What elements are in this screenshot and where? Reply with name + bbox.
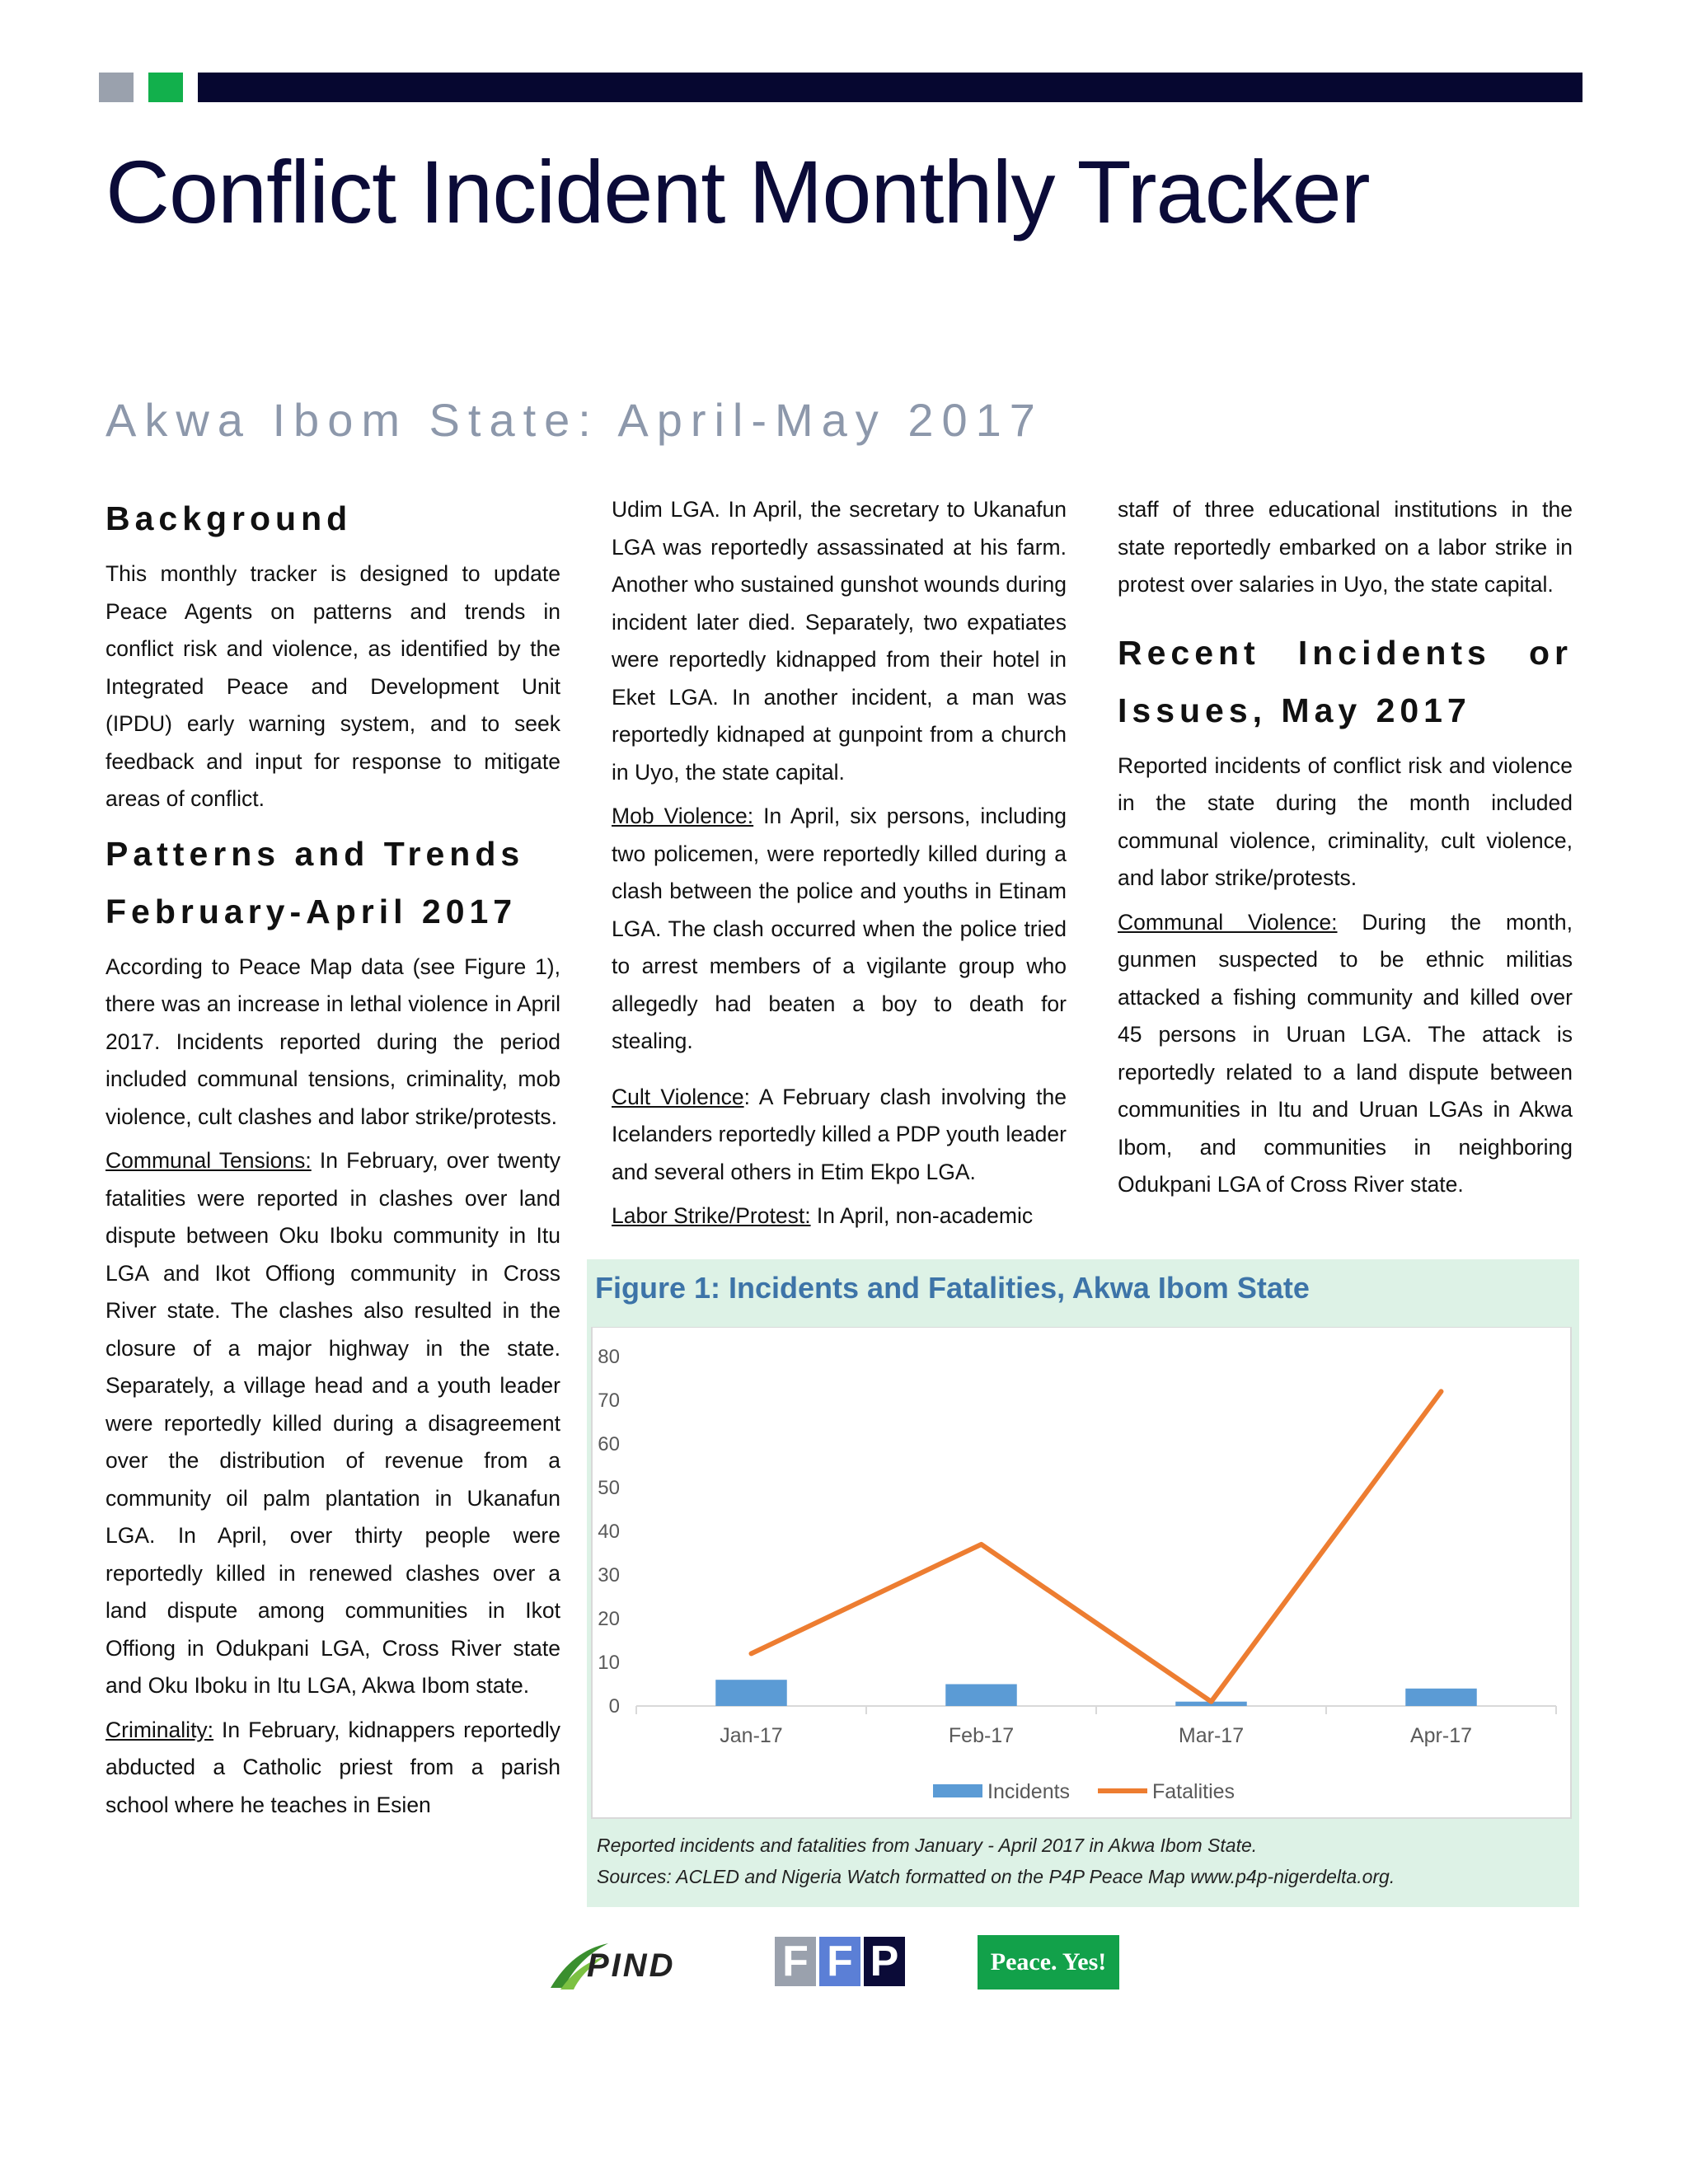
patterns-mob-label: Mob Violence: <box>612 804 754 828</box>
patterns-criminality-label: Criminality: <box>106 1717 214 1742</box>
patterns-cult <box>612 1079 1067 1192</box>
y-tick-label: 40 <box>598 1521 620 1543</box>
column-left <box>106 490 560 1830</box>
patterns-heading <box>106 825 560 940</box>
recent-heading-line2: Issues, May 2017 <box>1118 691 1471 729</box>
page-subtitle: Akwa Ibom State: April-May 2017 <box>106 394 1043 446</box>
legend-swatch-incidents <box>933 1784 982 1797</box>
patterns-mob <box>612 798 1067 1061</box>
patterns-communal-text: In February, over twenty fatalities were reported in clashes over land dispute between Oku Iboku community in Itu LGA and Ikot Offiong community in Cross River state. The clashes also resulted in the closure of a major highway in the state. Separately, a village head and a youth leader were reportedly killed during a disagreement over the distribution of revenue from a community oil palm plantation in Ukanafun LGA. In April, over thirty people were reportedly killed in renewed clashes over a land dispute among communities in Ikot Offiong in Odukpani LGA, Cross River state and Oku Iboku in Itu LGA, Akwa Ibom state. <box>106 1148 560 1698</box>
pind-logo <box>547 1938 720 1991</box>
column-right <box>1118 491 1573 1211</box>
pind-logo-text: PIND <box>587 1947 676 1984</box>
y-tick-label: 60 <box>598 1433 620 1455</box>
recent-communal <box>1118 904 1573 1204</box>
y-tick-label: 10 <box>598 1652 620 1674</box>
header-bar <box>198 73 1582 102</box>
header-square-gray <box>99 73 134 102</box>
ffp-letter-2: F <box>819 1937 860 1986</box>
x-tick-label: Feb-17 <box>948 1724 1015 1747</box>
ffp-logo <box>775 1937 905 1986</box>
patterns-intro: According to Peace Map data (see Figure 1), there was an increase in lethal violence in April 2017. Incidents reported during the period included communal tensions, criminality, mob violence, cult clashes and labor strike/protests. <box>106 954 560 1129</box>
recent-communal-text: During the month, gunmen suspected to be ethnic militias attacked a fishing community and killed over 45 persons in Uruan LGA. The attack is reportedly related to a land dispute between communities in Itu and Uruan LGAs in Akwa Ibom, and communities in neighboring Odukpani LGA of Cross River state. <box>1118 909 1573 1197</box>
recent-communal-label: Communal Violence: <box>1118 909 1338 935</box>
figure-1 <box>587 1259 1579 1907</box>
figure-caption <box>597 1830 1395 1892</box>
incidents-bar <box>715 1680 786 1706</box>
chart <box>587 1327 1579 1821</box>
figure-caption-line1: Reported incidents and fatalities from January - April 2017 in Akwa Ibom State. <box>597 1835 1258 1856</box>
patterns-labor-text-continued: staff of three educational institutions in the state reportedly embarked on a labor strike in protest over salaries in Uyo, the state capital. <box>1118 497 1573 597</box>
patterns-communal-label: Communal Tensions: <box>106 1148 312 1173</box>
patterns-labor-text: In April, non-academic <box>810 1203 1034 1228</box>
patterns-labor-label: Labor Strike/Protest: <box>612 1203 811 1228</box>
patterns-labor-continued <box>1118 491 1573 604</box>
patterns-heading-line1: Patterns and Trends <box>106 834 525 873</box>
y-tick-label: 0 <box>608 1695 620 1718</box>
background-heading: Background <box>106 499 353 537</box>
figure-title: Figure 1: Incidents and Fatalities, Akwa Ibom State <box>595 1271 1310 1305</box>
patterns-cult-label: Cult Violence <box>612 1084 744 1109</box>
patterns-heading-line2: February-April 2017 <box>106 892 518 930</box>
ffp-letter-3: P <box>864 1937 905 1986</box>
patterns-criminality <box>106 1712 560 1825</box>
patterns-criminality-text-continued: Udim LGA. In April, the secretary to Ukanafun LGA was reportedly assassinated at his farm. Another who sustained gunshot wounds during incident later died. Separately, two expatiates were reportedly kidnapped from their hotel in Eket LGA. In another incident, a man was reportedly kidnaped at gunpoint from a church in Uyo, the state capital. <box>612 497 1067 785</box>
y-tick-label: 70 <box>598 1390 620 1412</box>
legend-label: Fatalities <box>1152 1780 1236 1803</box>
background-text: This monthly tracker is designed to update Peace Agents on patterns and trends in conflict risk and violence, as identified by the Integrated Peace and Development Unit (IPDU) early warning system, and to seek feedback and input for response to mitigate areas of conflict. <box>106 561 560 811</box>
patterns-mob-text: In April, six persons, including two policemen, were reportedly killed during a clash between the police and youths in Etinam LGA. The clash occurred when the police tried to arrest members of a vigilante group who allegedly had beaten a boy to death for stealing. <box>612 804 1067 1053</box>
y-tick-label: 80 <box>598 1346 620 1368</box>
y-tick-label: 50 <box>598 1477 620 1499</box>
peace-yes-logo: Peace. Yes! <box>978 1935 1119 1990</box>
x-tick-label: Apr-17 <box>1409 1724 1473 1747</box>
y-tick-label: 20 <box>598 1608 620 1630</box>
x-tick-label: Jan-17 <box>720 1724 783 1747</box>
figure-caption-line2: Sources: ACLED and Nigeria Watch formatted on the P4P Peace Map www.p4p-nigerdelta.org. <box>597 1866 1395 1887</box>
patterns-communal <box>106 1142 560 1705</box>
y-tick-label: 30 <box>598 1564 620 1586</box>
patterns-labor <box>612 1197 1067 1235</box>
ffp-letter-1: F <box>775 1937 816 1986</box>
column-middle <box>612 491 1067 1242</box>
patterns-criminality-text: In February, kidnappers reportedly abducted a Catholic priest from a parish school where he teaches in Esien <box>106 1717 560 1817</box>
header-square-green <box>148 73 183 102</box>
recent-intro: Reported incidents of conflict risk and violence in the state during the month included communal violence, criminality, cult violence, and labor strike/protests. <box>1118 752 1573 890</box>
page-title: Conflict Incident Monthly Tracker <box>106 142 1370 241</box>
incidents-bar <box>945 1685 1016 1707</box>
incidents-bar <box>1405 1689 1476 1706</box>
legend-label: Incidents <box>987 1780 1071 1803</box>
patterns-cult-text: : A February clash involving the Icelanders reportedly killed a PDP youth leader and several others in Etim Ekpo LGA. <box>612 1084 1067 1184</box>
patterns-criminality-continued <box>612 491 1067 791</box>
x-tick-label: Mar-17 <box>1178 1724 1245 1747</box>
recent-heading-line1: Recent Incidents or <box>1118 633 1573 672</box>
